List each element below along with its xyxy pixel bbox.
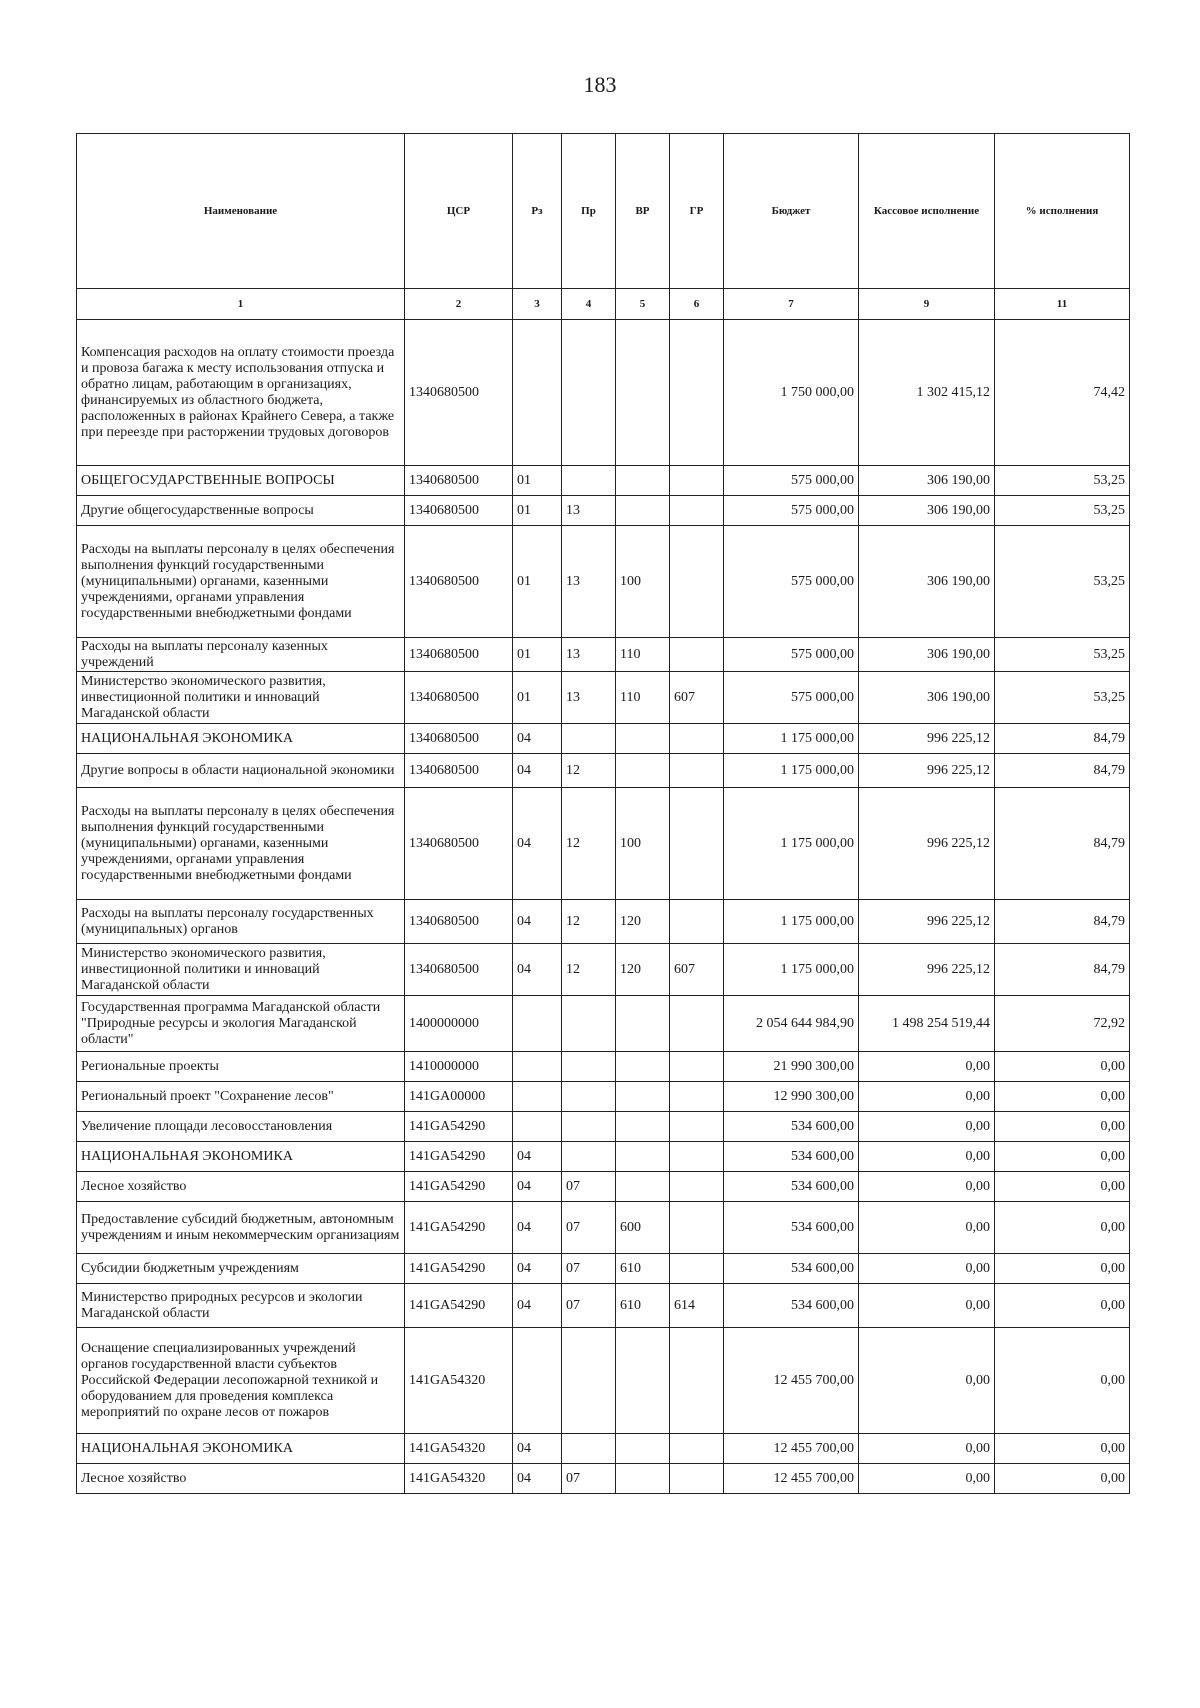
table-row — [77, 1202, 1130, 1254]
row-vr: 600 — [616, 1202, 670, 1254]
table-row — [77, 724, 1130, 754]
row-pr — [562, 1052, 616, 1082]
row-gr — [670, 496, 724, 526]
row-name: Региональный проект "Сохранение лесов" — [77, 1082, 405, 1112]
row-budget: 534 600,00 — [724, 1284, 859, 1328]
row-gr — [670, 1464, 724, 1494]
row-pr: 12 — [562, 788, 616, 900]
row-pr — [562, 320, 616, 466]
row-cash: 996 225,12 — [859, 788, 995, 900]
row-rz: 04 — [513, 1142, 562, 1172]
row-budget: 534 600,00 — [724, 1202, 859, 1254]
row-rz: 04 — [513, 900, 562, 944]
header-name: Наименование — [77, 134, 405, 289]
row-csr: 1340680500 — [405, 900, 513, 944]
row-percent: 0,00 — [995, 1142, 1130, 1172]
row-gr — [670, 638, 724, 672]
row-gr: 607 — [670, 672, 724, 724]
row-budget: 12 455 700,00 — [724, 1464, 859, 1494]
row-name: Министерство природных ресурсов и экологии Магаданской области — [77, 1284, 405, 1328]
row-percent: 84,79 — [995, 944, 1130, 996]
row-budget: 1 175 000,00 — [724, 754, 859, 788]
row-percent: 0,00 — [995, 1172, 1130, 1202]
table-row — [77, 1052, 1130, 1082]
column-number: 6 — [670, 289, 724, 320]
row-pr: 13 — [562, 526, 616, 638]
row-cash: 0,00 — [859, 1434, 995, 1464]
row-vr — [616, 1112, 670, 1142]
table-row — [77, 944, 1130, 996]
row-csr: 1340680500 — [405, 638, 513, 672]
row-rz: 04 — [513, 1284, 562, 1328]
row-percent: 0,00 — [995, 1202, 1130, 1254]
table-row — [77, 1434, 1130, 1464]
table-row — [77, 638, 1130, 672]
row-rz: 01 — [513, 466, 562, 496]
row-cash: 0,00 — [859, 1142, 995, 1172]
row-gr: 614 — [670, 1284, 724, 1328]
row-name: Расходы на выплаты персоналу казенных учреждений — [77, 638, 405, 672]
column-number: 5 — [616, 289, 670, 320]
header-rz: Рз — [513, 134, 562, 289]
row-pr: 07 — [562, 1254, 616, 1284]
column-number-row — [77, 289, 1130, 320]
row-pr: 07 — [562, 1202, 616, 1254]
row-percent: 0,00 — [995, 1052, 1130, 1082]
row-percent: 53,25 — [995, 672, 1130, 724]
row-cash: 306 190,00 — [859, 466, 995, 496]
table-row — [77, 466, 1130, 496]
row-name: Субсидии бюджетным учреждениям — [77, 1254, 405, 1284]
row-rz: 04 — [513, 1202, 562, 1254]
row-cash: 0,00 — [859, 1112, 995, 1142]
row-csr: 141GA00000 — [405, 1082, 513, 1112]
row-name: НАЦИОНАЛЬНАЯ ЭКОНОМИКА — [77, 1434, 405, 1464]
row-csr: 1340680500 — [405, 754, 513, 788]
row-name: Расходы на выплаты персоналу в целях обеспечения выполнения функций государственными (муниципальными) органами, казенными учреждениями, органами управления государственными внебюджетными фондами — [77, 788, 405, 900]
row-rz: 01 — [513, 638, 562, 672]
row-csr: 1340680500 — [405, 496, 513, 526]
row-csr: 141GA54290 — [405, 1142, 513, 1172]
row-budget: 12 990 300,00 — [724, 1082, 859, 1112]
row-csr: 141GA54320 — [405, 1434, 513, 1464]
row-gr — [670, 1082, 724, 1112]
row-name: Министерство экономического развития, инвестиционной политики и инноваций Магаданской области — [77, 672, 405, 724]
row-cash: 1 302 415,12 — [859, 320, 995, 466]
row-budget: 534 600,00 — [724, 1254, 859, 1284]
row-vr: 110 — [616, 638, 670, 672]
row-name: Региональные проекты — [77, 1052, 405, 1082]
row-rz — [513, 996, 562, 1052]
row-cash: 0,00 — [859, 1202, 995, 1254]
row-vr — [616, 724, 670, 754]
row-name: Лесное хозяйство — [77, 1172, 405, 1202]
row-pr — [562, 1328, 616, 1434]
row-percent: 0,00 — [995, 1434, 1130, 1464]
header-vr: ВР — [616, 134, 670, 289]
row-pr — [562, 466, 616, 496]
row-rz: 04 — [513, 724, 562, 754]
row-name: Компенсация расходов на оплату стоимости проезда и провоза багажа к месту использования отпуска и обратно лицам, работающим в организациях, финансируемых из областного бюджета, расположенных в районах Крайнего Севера, а также при переезде при расторжении трудовых договоров — [77, 320, 405, 466]
column-number: 9 — [859, 289, 995, 320]
row-vr — [616, 466, 670, 496]
row-percent: 0,00 — [995, 1284, 1130, 1328]
row-gr — [670, 996, 724, 1052]
row-rz: 01 — [513, 526, 562, 638]
row-gr — [670, 466, 724, 496]
row-csr: 141GA54290 — [405, 1254, 513, 1284]
budget-execution-table — [76, 133, 1130, 1494]
row-csr: 141GA54290 — [405, 1172, 513, 1202]
row-cash: 0,00 — [859, 1052, 995, 1082]
row-vr — [616, 996, 670, 1052]
row-percent: 53,25 — [995, 526, 1130, 638]
row-percent: 0,00 — [995, 1328, 1130, 1434]
column-number: 11 — [995, 289, 1130, 320]
row-cash: 996 225,12 — [859, 944, 995, 996]
row-pr — [562, 1142, 616, 1172]
row-cash: 306 190,00 — [859, 638, 995, 672]
row-gr — [670, 1172, 724, 1202]
row-percent: 84,79 — [995, 724, 1130, 754]
row-rz: 04 — [513, 1172, 562, 1202]
row-gr — [670, 320, 724, 466]
row-cash: 0,00 — [859, 1328, 995, 1434]
row-vr — [616, 1082, 670, 1112]
row-name: Оснащение специализированных учреждений органов государственной власти субъектов Российской Федерации лесопожарной техникой и оборудованием для проведения комплекса мероприятий по охране лесов от пожаров — [77, 1328, 405, 1434]
table-row — [77, 996, 1130, 1052]
table-row — [77, 526, 1130, 638]
row-cash: 0,00 — [859, 1172, 995, 1202]
row-cash: 306 190,00 — [859, 496, 995, 526]
row-csr: 1340680500 — [405, 320, 513, 466]
row-pr: 12 — [562, 900, 616, 944]
row-pr — [562, 1434, 616, 1464]
row-name: Другие вопросы в области национальной экономики — [77, 754, 405, 788]
row-cash: 0,00 — [859, 1082, 995, 1112]
row-budget: 575 000,00 — [724, 466, 859, 496]
row-name: Другие общегосударственные вопросы — [77, 496, 405, 526]
row-csr: 1340680500 — [405, 526, 513, 638]
row-vr — [616, 1434, 670, 1464]
row-csr: 1340680500 — [405, 672, 513, 724]
row-budget: 1 175 000,00 — [724, 724, 859, 754]
row-gr — [670, 1142, 724, 1172]
row-gr — [670, 1202, 724, 1254]
table-row — [77, 1284, 1130, 1328]
header-pr: Пр — [562, 134, 616, 289]
table-row — [77, 754, 1130, 788]
row-name: НАЦИОНАЛЬНАЯ ЭКОНОМИКА — [77, 1142, 405, 1172]
row-csr: 1340680500 — [405, 724, 513, 754]
row-gr — [670, 1112, 724, 1142]
row-pr: 12 — [562, 754, 616, 788]
row-pr — [562, 1082, 616, 1112]
row-budget: 12 455 700,00 — [724, 1328, 859, 1434]
row-budget: 534 600,00 — [724, 1112, 859, 1142]
row-budget: 575 000,00 — [724, 638, 859, 672]
row-pr: 13 — [562, 638, 616, 672]
row-name: НАЦИОНАЛЬНАЯ ЭКОНОМИКА — [77, 724, 405, 754]
row-vr — [616, 1172, 670, 1202]
row-budget: 21 990 300,00 — [724, 1052, 859, 1082]
row-csr: 1410000000 — [405, 1052, 513, 1082]
row-rz: 04 — [513, 788, 562, 900]
row-vr — [616, 1052, 670, 1082]
row-budget: 2 054 644 984,90 — [724, 996, 859, 1052]
row-pr — [562, 724, 616, 754]
row-budget: 1 750 000,00 — [724, 320, 859, 466]
row-gr: 607 — [670, 944, 724, 996]
header-gr: ГР — [670, 134, 724, 289]
row-rz — [513, 320, 562, 466]
row-csr: 1340680500 — [405, 788, 513, 900]
row-rz: 04 — [513, 1464, 562, 1494]
row-rz: 01 — [513, 496, 562, 526]
row-rz — [513, 1112, 562, 1142]
row-cash: 0,00 — [859, 1464, 995, 1494]
row-vr — [616, 754, 670, 788]
row-vr: 100 — [616, 526, 670, 638]
row-percent: 53,25 — [995, 638, 1130, 672]
row-cash: 306 190,00 — [859, 672, 995, 724]
column-number: 4 — [562, 289, 616, 320]
header-csr: ЦСР — [405, 134, 513, 289]
row-gr — [670, 1254, 724, 1284]
row-name: Предоставление субсидий бюджетным, автономным учреждениям и иным некоммерческим организациям — [77, 1202, 405, 1254]
row-cash: 996 225,12 — [859, 724, 995, 754]
row-gr — [670, 1052, 724, 1082]
table-row — [77, 496, 1130, 526]
row-pr: 07 — [562, 1172, 616, 1202]
table-body — [77, 320, 1130, 1494]
row-gr — [670, 724, 724, 754]
row-cash: 0,00 — [859, 1284, 995, 1328]
row-vr: 610 — [616, 1254, 670, 1284]
table-row — [77, 320, 1130, 466]
row-name: Расходы на выплаты персоналу государственных (муниципальных) органов — [77, 900, 405, 944]
row-percent: 0,00 — [995, 1112, 1130, 1142]
row-rz: 04 — [513, 754, 562, 788]
row-budget: 12 455 700,00 — [724, 1434, 859, 1464]
header-cash: Кассовое исполнение — [859, 134, 995, 289]
row-rz: 04 — [513, 1434, 562, 1464]
row-vr — [616, 1464, 670, 1494]
column-number: 7 — [724, 289, 859, 320]
row-budget: 1 175 000,00 — [724, 788, 859, 900]
row-vr: 610 — [616, 1284, 670, 1328]
row-cash: 996 225,12 — [859, 754, 995, 788]
row-gr — [670, 1434, 724, 1464]
row-vr: 120 — [616, 944, 670, 996]
row-csr: 141GA54290 — [405, 1202, 513, 1254]
row-cash: 0,00 — [859, 1254, 995, 1284]
row-percent: 74,42 — [995, 320, 1130, 466]
row-name: Лесное хозяйство — [77, 1464, 405, 1494]
row-percent: 84,79 — [995, 754, 1130, 788]
row-vr — [616, 320, 670, 466]
column-number: 1 — [77, 289, 405, 320]
row-vr: 110 — [616, 672, 670, 724]
row-cash: 1 498 254 519,44 — [859, 996, 995, 1052]
row-percent: 53,25 — [995, 466, 1130, 496]
row-percent: 84,79 — [995, 900, 1130, 944]
row-percent: 0,00 — [995, 1254, 1130, 1284]
row-pr: 13 — [562, 672, 616, 724]
table-row — [77, 1464, 1130, 1494]
row-percent: 0,00 — [995, 1082, 1130, 1112]
row-pr: 07 — [562, 1464, 616, 1494]
column-number: 3 — [513, 289, 562, 320]
row-pr: 13 — [562, 496, 616, 526]
table-row — [77, 1112, 1130, 1142]
row-vr — [616, 1142, 670, 1172]
table-row — [77, 900, 1130, 944]
row-csr: 1340680500 — [405, 944, 513, 996]
table-row — [77, 1328, 1130, 1434]
row-pr — [562, 996, 616, 1052]
row-name: Увеличение площади лесовосстановления — [77, 1112, 405, 1142]
row-cash: 996 225,12 — [859, 900, 995, 944]
row-pr — [562, 1112, 616, 1142]
row-percent: 84,79 — [995, 788, 1130, 900]
row-budget: 534 600,00 — [724, 1172, 859, 1202]
table-row — [77, 1082, 1130, 1112]
table-row — [77, 1142, 1130, 1172]
row-rz — [513, 1328, 562, 1434]
row-rz — [513, 1052, 562, 1082]
row-percent: 72,92 — [995, 996, 1130, 1052]
row-rz — [513, 1082, 562, 1112]
row-budget: 575 000,00 — [724, 526, 859, 638]
row-gr — [670, 788, 724, 900]
row-vr — [616, 1328, 670, 1434]
row-budget: 534 600,00 — [724, 1142, 859, 1172]
table-row — [77, 672, 1130, 724]
row-budget: 575 000,00 — [724, 672, 859, 724]
row-vr: 100 — [616, 788, 670, 900]
row-csr: 1340680500 — [405, 466, 513, 496]
table-row — [77, 1254, 1130, 1284]
row-csr: 141GA54290 — [405, 1112, 513, 1142]
row-percent: 53,25 — [995, 496, 1130, 526]
row-percent: 0,00 — [995, 1464, 1130, 1494]
row-gr — [670, 754, 724, 788]
row-gr — [670, 900, 724, 944]
row-name: ОБЩЕГОСУДАРСТВЕННЫЕ ВОПРОСЫ — [77, 466, 405, 496]
column-number: 2 — [405, 289, 513, 320]
table-row — [77, 788, 1130, 900]
header-percent: % исполнения — [995, 134, 1130, 289]
row-vr — [616, 496, 670, 526]
row-rz: 01 — [513, 672, 562, 724]
row-name: Расходы на выплаты персоналу в целях обеспечения выполнения функций государственными (муниципальными) органами, казенными учреждениями, органами управления государственными внебюджетными фондами — [77, 526, 405, 638]
row-cash: 306 190,00 — [859, 526, 995, 638]
row-budget: 1 175 000,00 — [724, 944, 859, 996]
row-csr: 141GA54320 — [405, 1464, 513, 1494]
row-csr: 1400000000 — [405, 996, 513, 1052]
row-rz: 04 — [513, 944, 562, 996]
row-gr — [670, 1328, 724, 1434]
row-name: Государственная программа Магаданской области "Природные ресурсы и экология Магаданской области" — [77, 996, 405, 1052]
row-name: Министерство экономического развития, инвестиционной политики и инноваций Магаданской области — [77, 944, 405, 996]
row-pr: 07 — [562, 1284, 616, 1328]
row-gr — [670, 526, 724, 638]
row-budget: 575 000,00 — [724, 496, 859, 526]
row-csr: 141GA54320 — [405, 1328, 513, 1434]
row-budget: 1 175 000,00 — [724, 900, 859, 944]
header-row — [77, 134, 1130, 289]
row-pr: 12 — [562, 944, 616, 996]
row-csr: 141GA54290 — [405, 1284, 513, 1328]
row-rz: 04 — [513, 1254, 562, 1284]
page-number: 183 — [583, 72, 617, 97]
table-row — [77, 1172, 1130, 1202]
row-vr: 120 — [616, 900, 670, 944]
header-budget: Бюджет — [724, 134, 859, 289]
